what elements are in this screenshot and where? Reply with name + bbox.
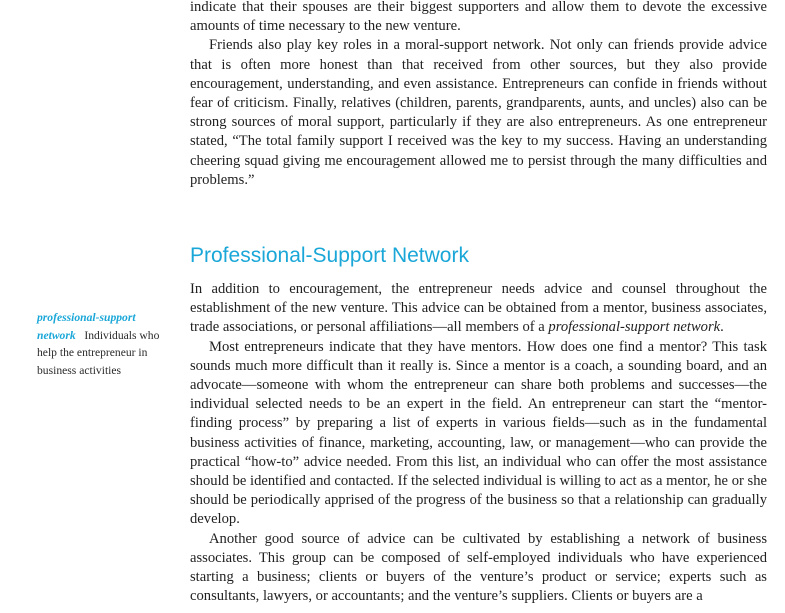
glossary-definition: Individuals who help the entrepreneur in business activities — [37, 328, 160, 377]
glossary-term: professional-support network — [37, 311, 136, 342]
paragraph: Friends also play key roles in a moral-support network. Not only can friends provide advice that is often more honest than that received from other sources, but they also provide encouragement, understanding, and even assistance. Entrepreneurs can confide in friends without fear of criticism. Finally, relatives (children, parents, grandparents, aunts, and uncles) also can be strong sources of moral support, particularly if they are also entrepreneurs. As one entrepreneur stated, “The total family support I received was the key to my success. Having an understanding cheering squad giving me encouragement allowed me to persist through the many difficulties and problems.” — [190, 37, 767, 188]
margin-glossary — [37, 309, 177, 379]
paragraph: Another good source of advice can be cultivated by establishing a network of business associates. This group can be composed of self-employed individuals who have experienced starting a business; clients or buyers of the venture’s product or service; experts such as consultants, lawyers, or accountants; and the venture’s suppliers. Clients or buyers are a — [190, 530, 767, 605]
paragraph-text: In addition to encouragement, the entrepreneur needs advice and counsel throughout the establishment of the new venture. This advice can be obtained from a mentor, business associates, trade associations, or personal affiliations—all members of a — [190, 281, 767, 336]
paragraph-text: . — [720, 319, 724, 336]
paragraph: Most entrepreneurs indicate that they have mentors. How does one find a mentor? This task sounds much more difficult than it really is. Since a mentor is a coach, a sounding board, and an advocate—someone with whom the entrepreneur can share both problems and successes—the individual selected needs to be an expert in the field. An entrepreneur can start the “mentor-finding process” by preparing a list of experts in various fields—such as in the fundamental business activities of finance, marketing, accounting, law, or management—who can provide the practical “how-to” advice needed. From this list, an individual who can offer the most assistance should be identified and contacted. If the selected individual is willing to act as a mentor, he or she should be periodically apprised of the progress of the business so that a relationship can gradually develop. — [190, 338, 767, 528]
main-text-column — [190, 0, 767, 606]
paragraph — [190, 280, 767, 338]
paragraph: indicate that their spouses are their biggest supporters and allow them to devote the excessive amounts of time necessary to the new venture. — [190, 0, 767, 35]
section-heading: Professional-Support Network — [190, 244, 469, 268]
key-term: professional-support network — [548, 319, 721, 336]
